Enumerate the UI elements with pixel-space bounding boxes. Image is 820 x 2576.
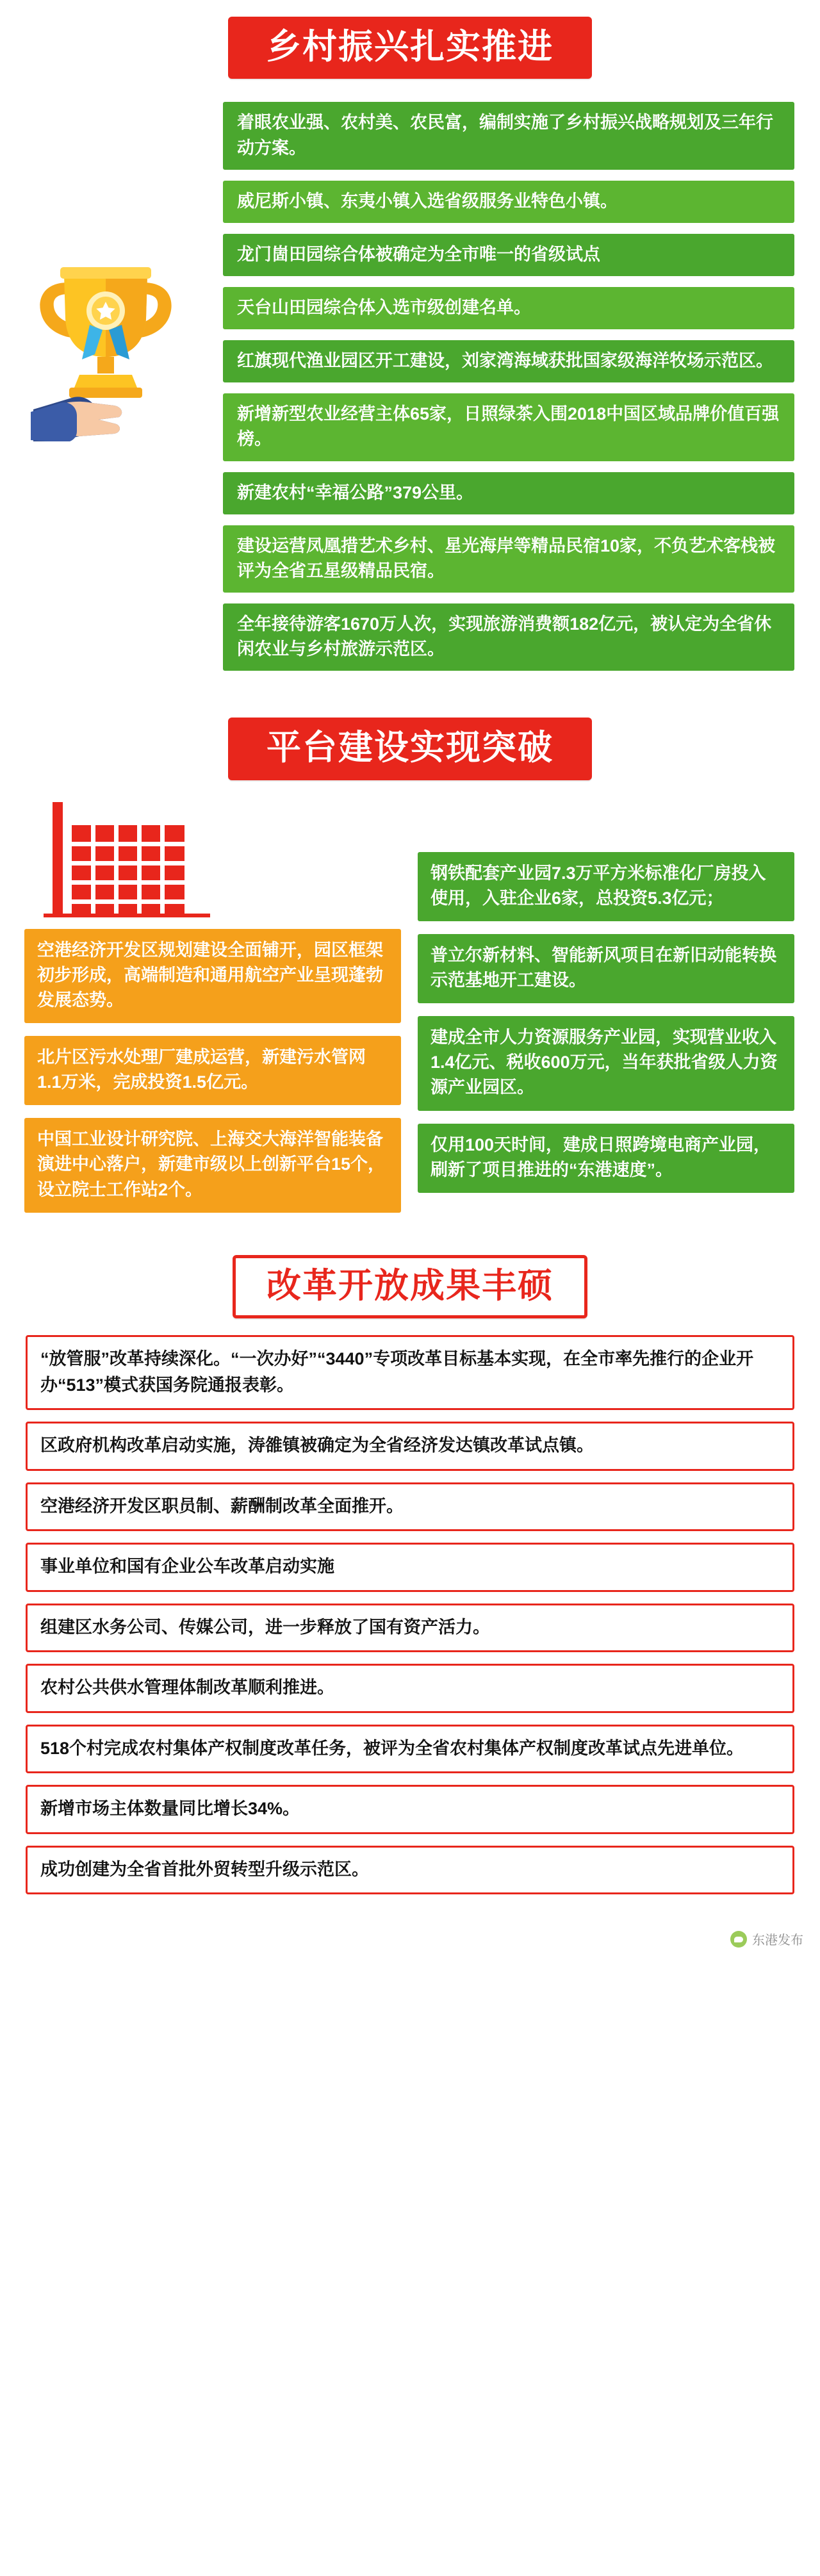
list-item: 空港经济开发区职员制、薪酬制改革全面推开。 xyxy=(26,1482,794,1532)
wechat-icon xyxy=(730,1931,747,1948)
list-item: “放管服”改革持续深化。“一次办好”“3440”专项改革目标基本实现，在全市率先推行的企业开办“513”模式获国务院通报表彰。 xyxy=(26,1335,794,1410)
list-item: 钢铁配套产业园7.3万平方米标准化厂房投入使用，入驻企业6家，总投资5.3亿元； xyxy=(418,852,794,921)
list-item: 新增新型农业经营主体65家，日照绿茶入围2018中国区域品牌价值百强榜。 xyxy=(223,393,794,461)
section-platform-construction xyxy=(0,701,820,1238)
reform-items-list xyxy=(0,1335,820,1894)
list-item: 518个村完成农村集体产权制度改革任务，被评为全省农村集体产权制度改革试点先进单位。 xyxy=(26,1725,794,1774)
list-item: 组建区水务公司、传媒公司，进一步释放了国有资产活力。 xyxy=(26,1604,794,1653)
platform-right-column xyxy=(418,797,794,1206)
section-rural-revitalization xyxy=(0,0,820,701)
factory-icon xyxy=(44,797,210,919)
list-item: 龙门崮田园综合体被确定为全市唯一的省级试点 xyxy=(223,234,794,276)
rural-items-list xyxy=(223,95,820,682)
list-item: 空港经济开发区规划建设全面铺开，园区框架初步形成，高端制造和通用航空产业呈现蓬勃发展态势。 xyxy=(24,929,401,1023)
list-item: 事业单位和国有企业公车改革启动实施 xyxy=(26,1543,794,1592)
trophy-hand-icon xyxy=(18,249,210,445)
list-item: 威尼斯小镇、东夷小镇入选省级服务业特色小镇。 xyxy=(223,181,794,223)
list-item: 仅用100天时间，建成日照跨境电商产业园，刷新了项目推进的“东港速度”。 xyxy=(418,1124,794,1193)
list-item: 着眼农业强、农村美、农民富，编制实施了乡村振兴战略规划及三年行动方案。 xyxy=(223,102,794,169)
list-item: 建设运营凤凰措艺术乡村、星光海岸等精品民宿10家，不负艺术客栈被评为全省五星级精品民宿。 xyxy=(223,525,794,593)
footer-account-badge xyxy=(730,1930,803,1948)
list-item: 农村公共供水管理体制改革顺利推进。 xyxy=(26,1664,794,1713)
list-item: 中国工业设计研究院、上海交大海洋智能装备演进中心落户，新建市级以上创新平台15个，设立院士工作站2个。 xyxy=(24,1118,401,1212)
section-1-header xyxy=(0,0,820,95)
list-item: 普立尔新材料、智能新风项目在新旧动能转换示范基地开工建设。 xyxy=(418,934,794,1003)
section-reform-opening xyxy=(0,1238,820,1932)
list-item: 区政府机构改革启动实施，涛雒镇被确定为全省经济发达镇改革试点镇。 xyxy=(26,1422,794,1471)
list-item: 北片区污水处理厂建成运营，新建污水管网1.1万米，完成投资1.5亿元。 xyxy=(24,1036,401,1105)
section-3-header xyxy=(0,1238,820,1335)
list-item: 新增市场主体数量同比增长34%。 xyxy=(26,1785,794,1834)
platform-left-column xyxy=(24,797,401,1226)
list-item: 成功创建为全省首批外贸转型升级示范区。 xyxy=(26,1846,794,1895)
footer-account-name: 东港发布 xyxy=(752,1933,803,1948)
list-item: 建成全市人力资源服务产业园，实现营业收入1.4亿元、税收600万元，当年获批省级人力资源产业园区。 xyxy=(418,1016,794,1110)
list-item: 红旗现代渔业园区开工建设，刘家湾海域获批国家级海洋牧场示范区。 xyxy=(223,340,794,382)
factory-illustration xyxy=(24,797,401,925)
section-3-title: 改革开放成果丰硕 xyxy=(233,1255,587,1318)
section-2-title: 平台建设实现突破 xyxy=(228,718,592,780)
list-item: 新建农村“幸福公路”379公里。 xyxy=(223,472,794,514)
trophy-hand-illustration xyxy=(12,95,223,454)
list-item: 全年接待游客1670万人次，实现旅游消费额182亿元，被认定为全省休闲农业与乡村旅游示范区。 xyxy=(223,603,794,671)
section-2-header xyxy=(0,701,820,796)
section-1-title: 乡村振兴扎实推进 xyxy=(228,17,592,79)
list-item: 天台山田园综合体入选市级创建名单。 xyxy=(223,287,794,329)
spacer xyxy=(418,797,794,852)
